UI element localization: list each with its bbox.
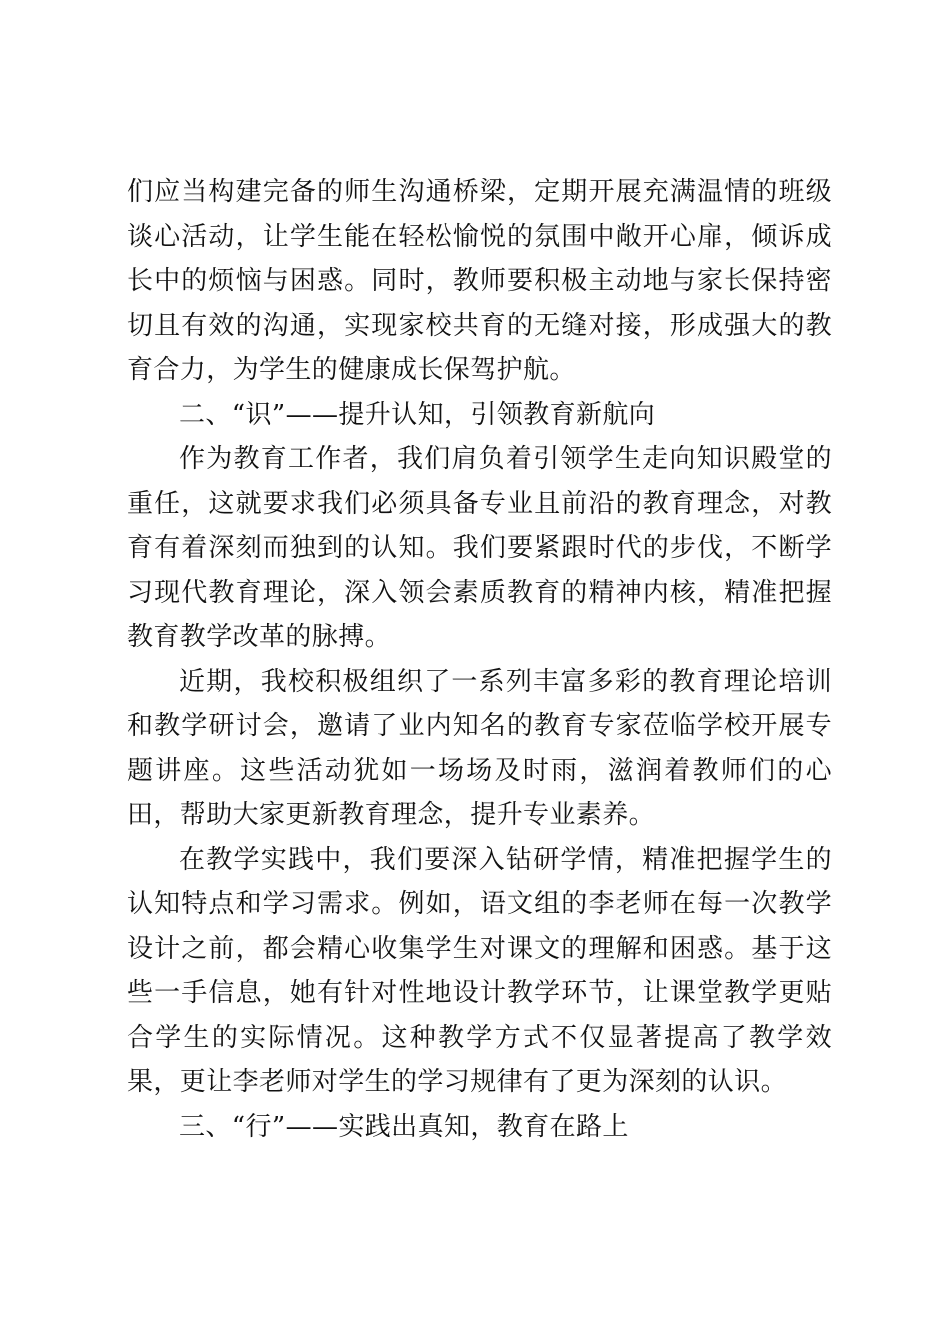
paragraph-cognition-intro: 作为教育工作者，我们肩负着引领学生走向知识殿堂的重任，这就要求我们必须具备专业且前沿的教育理念，对教育有着深刻而独到的认知。我们要紧跟时代的步伐，不断学习现代教育理论，深入领会素质教育的精神内核，精准把握教育教学改革的脉搏。 <box>127 444 832 652</box>
paragraph-training: 近期，我校积极组织了一系列丰富多彩的教育理论培训和教学研讨会，邀请了业内知名的教育专家莅临学校开展专题讲座。这些活动犹如一场场及时雨，滋润着教师们的心田，帮助大家更新教育理念，提升专业素养。 <box>127 666 832 830</box>
paragraph-teaching-practice: 在教学实践中，我们要深入钻研学情，精准把握学生的认知特点和学习需求。例如，语文组的李老师在每一次教学设计之前，都会精心收集学生对课文的理解和困惑。基于这些一手信息，她有针对性地设计教学环节，让课堂教学更贴合学生的实际情况。这种教学方式不仅显著提高了教学效果，更让李老师对学生的学习规律有了更为深刻的认识。 <box>127 844 832 1097</box>
section-heading-3: 三、“行”——实践出真知，教育在路上 <box>179 1111 629 1142</box>
paragraph-continued: 们应当构建完备的师生沟通桥梁，定期开展充满温情的班级谈心活动，让学生能在轻松愉悦的氛围中敞开心扉，倾诉成长中的烦恼与困惑。同时，教师要积极主动地与家长保持密切且有效的沟通，实现家校共育的无缝对接，形成强大的教育合力，为学生的健康成长保驾护航。 <box>127 177 832 385</box>
section-heading-2: 二、“识”——提升认知，引领教育新航向 <box>179 399 656 430</box>
document-body <box>127 170 832 1149</box>
